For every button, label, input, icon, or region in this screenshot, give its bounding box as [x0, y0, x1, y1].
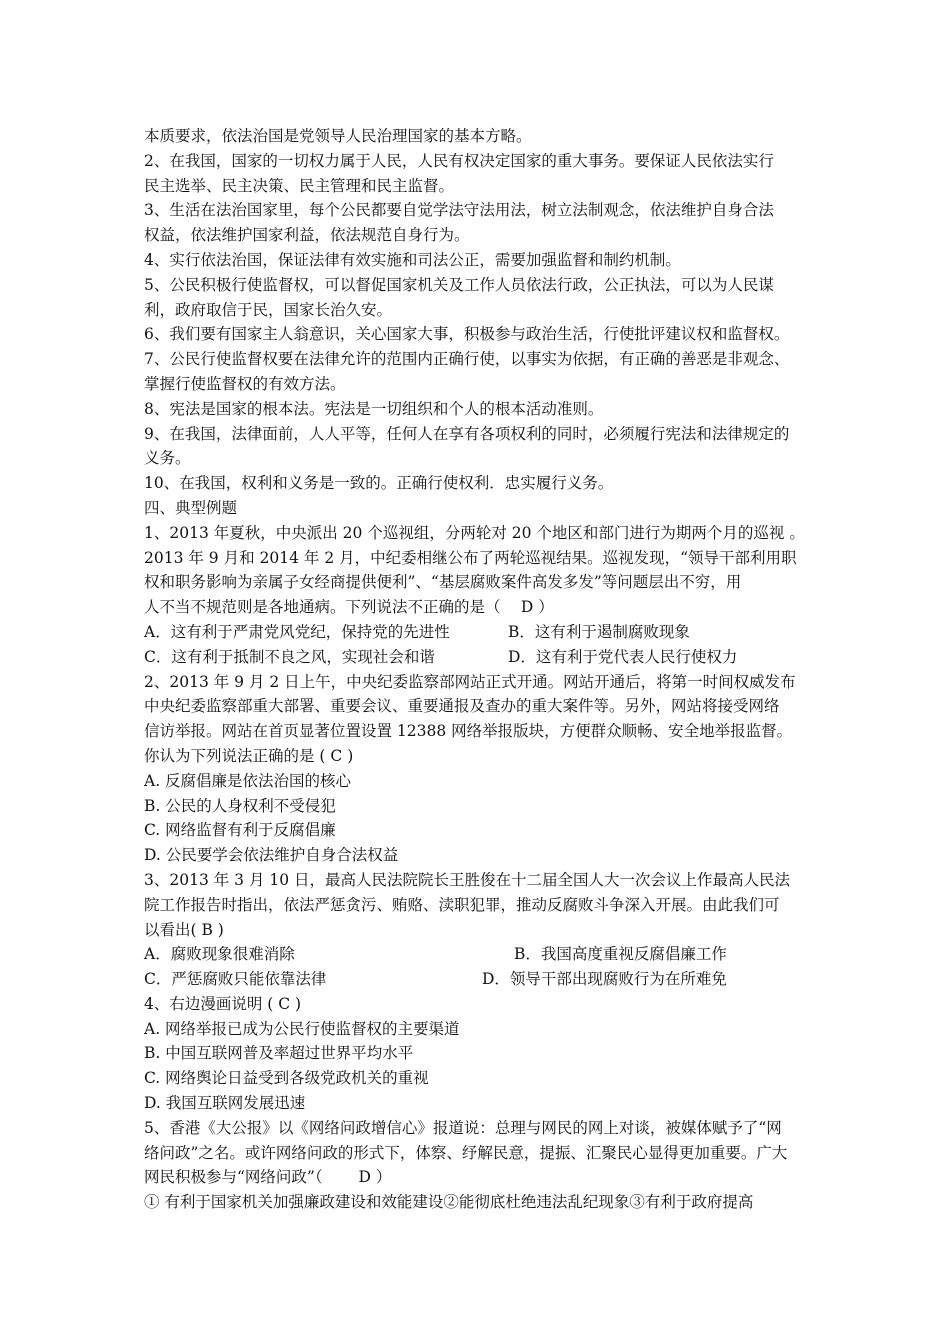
question-3-text: 3、2013 年 3 月 10 日，最高人民法院院长王胜俊在十二届全国人大一次会议上作最高人民法: [144, 870, 791, 889]
question-1-text: 人不当不规范则是各地通病。下列说法不正确的是（ D ）: [144, 598, 554, 617]
option-a: A. 反腐倡廉是依法治国的核心: [144, 771, 352, 790]
text-line: 8、宪法是国家的根本法。宪法是一切组织和个人的根本活动准则。: [144, 399, 604, 418]
text-line: 利，政府取信于民，国家长治久安。: [144, 300, 393, 319]
option-c: C．严惩腐败只能依靠法律: [144, 970, 327, 989]
question-2-text: 你认为下列说法正确的是 ( C ): [144, 746, 354, 765]
document-page: [144, 124, 816, 1215]
question-5-text: 络问政”之名。或许网络问政的形式下，体察、纾解民意，提振、汇聚民心显得更加重要。广大: [144, 1143, 788, 1162]
question-3-text: 以看出( B ): [144, 920, 224, 939]
question-1-options: [144, 620, 816, 670]
text-line: 5、公民积极行使监督权，可以督促国家机关及工作人员依法行政，公正执法，可以为人民谋: [144, 275, 774, 294]
text-line: 权益，依法维护国家利益，依法规范自身行为。: [144, 226, 470, 245]
option-d: D．这有利于党代表人民行使权力: [508, 647, 738, 666]
option-b: B. 公民的人身权利不受侵犯: [144, 796, 336, 815]
option-a: A. 网络举报已成为公民行使监督权的主要渠道: [144, 1019, 460, 1038]
question-1-text: 1、2013 年夏秋，中央派出 20 个巡视组，分两轮对 20 个地区和部门进行为期两个月的巡视 。: [144, 523, 805, 542]
option-d: D. 我国互联网发展迅速: [144, 1094, 306, 1113]
question-1-text: 2013 年 9 月和 2014 年 2 月，中纪委相继公布了两轮巡视结果。巡视发现，“领导干部利用职: [144, 548, 797, 567]
question-2-text: 信访举报。网站在首页显著位置设置 12388 网络举报版块，方便群众顺畅、安全地举报监督。: [144, 722, 793, 741]
text-line: 4、实行依法治国，保证法律有效实施和司法公正，需要加强监督和制约机制。: [144, 250, 681, 269]
question-4-text: 4、右边漫画说明 ( C ): [144, 994, 302, 1013]
section-heading: 四、典型例题: [144, 498, 238, 517]
text-line: 2、在我国，国家的一切权力属于人民，人民有权决定国家的重大事务。要保证人民依法实行: [144, 151, 774, 170]
question-2-text: 2、2013 年 9 月 2 日上午，中央纪委监察部网站正式开通。网站开通后，将第一时间权威发布: [144, 672, 796, 691]
option-d: D. 公民要学会依法维护自身合法权益: [144, 846, 399, 865]
text-line: 掌握行使监督权的有效方法。: [144, 374, 346, 393]
text-line: 6、我们要有国家主人翁意识，关心国家大事，积极参与政治生活，行使批评建议权和监督权。: [144, 325, 790, 344]
question-3-options: [144, 942, 816, 992]
option-a: A．腐败现象很难消除: [144, 945, 295, 964]
question-5-text: 网民积极参与“网络问政”（ D ）: [144, 1168, 392, 1187]
option-c: C．这有利于抵制不良之风，实现社会和谐: [144, 647, 435, 666]
option-row: [144, 967, 816, 992]
text-line: 10、在我国，权利和义务是一致的。正确行使权利．忠实履行义务。: [144, 474, 614, 493]
question-5-text: ① 有利于国家机关加强廉政建设和效能建设②能彻底杜绝违法乱纪现象③有利于政府提高: [144, 1193, 754, 1212]
option-b: B．这有利于遏制腐败现象: [508, 622, 690, 641]
option-b: B. 中国互联网普及率超过世界平均水平: [144, 1044, 414, 1063]
option-row: [144, 942, 816, 967]
text-line: 本质要求，依法治国是党领导人民治理国家的基本方略。: [144, 127, 532, 145]
text-block-3: [144, 992, 816, 1215]
option-c: C. 网络舆论日益受到各级党政机关的重视: [144, 1069, 429, 1088]
question-3-text: 院工作报告时指出，依法严惩贪污、贿赂、渎职犯罪，推动反腐败斗争深入开展。由此我们可: [144, 895, 780, 914]
question-1-text: 权和职务影响为亲属子女经商提供便利”、“基层腐败案件高发多发”等问题层出不穷，用: [144, 573, 742, 592]
text-block-1: [144, 124, 816, 620]
text-block-2: [144, 670, 816, 943]
question-2-text: 中央纪委监察部重大部署、重要会议、重要通报及查办的重大案件等。另外，网站将接受网络: [144, 697, 780, 716]
option-row: [144, 645, 816, 670]
option-a: A．这有利于严肃党风党纪，保持党的先进性: [144, 622, 450, 641]
text-line: 义务。: [144, 449, 191, 468]
option-d: D．领导干部出现腐败行为在所难免: [482, 970, 727, 989]
text-line: 民主选举、民主决策、民主管理和民主监督。: [144, 176, 455, 195]
text-line: 7、公民行使监督权要在法律允许的范围内正确行使，以事实为依据，有正确的善恶是非观念、: [144, 350, 790, 369]
option-b: B．我国高度重视反腐倡廉工作: [514, 945, 727, 964]
option-row: [144, 620, 816, 645]
option-c: C. 网络监督有利于反腐倡廉: [144, 821, 336, 840]
text-line: 3、生活在法治国家里，每个公民都要自觉学法守法用法，树立法制观念，依法维护自身合法: [144, 201, 774, 220]
text-line: 9、在我国，法律面前，人人平等，任何人在享有各项权利的同时，必须履行宪法和法律规定的: [144, 424, 790, 443]
question-5-text: 5、香港《大公报》以《网络问政增信心》报道说：总理与网民的网上对谈，被媒体赋予了“网: [144, 1118, 782, 1137]
